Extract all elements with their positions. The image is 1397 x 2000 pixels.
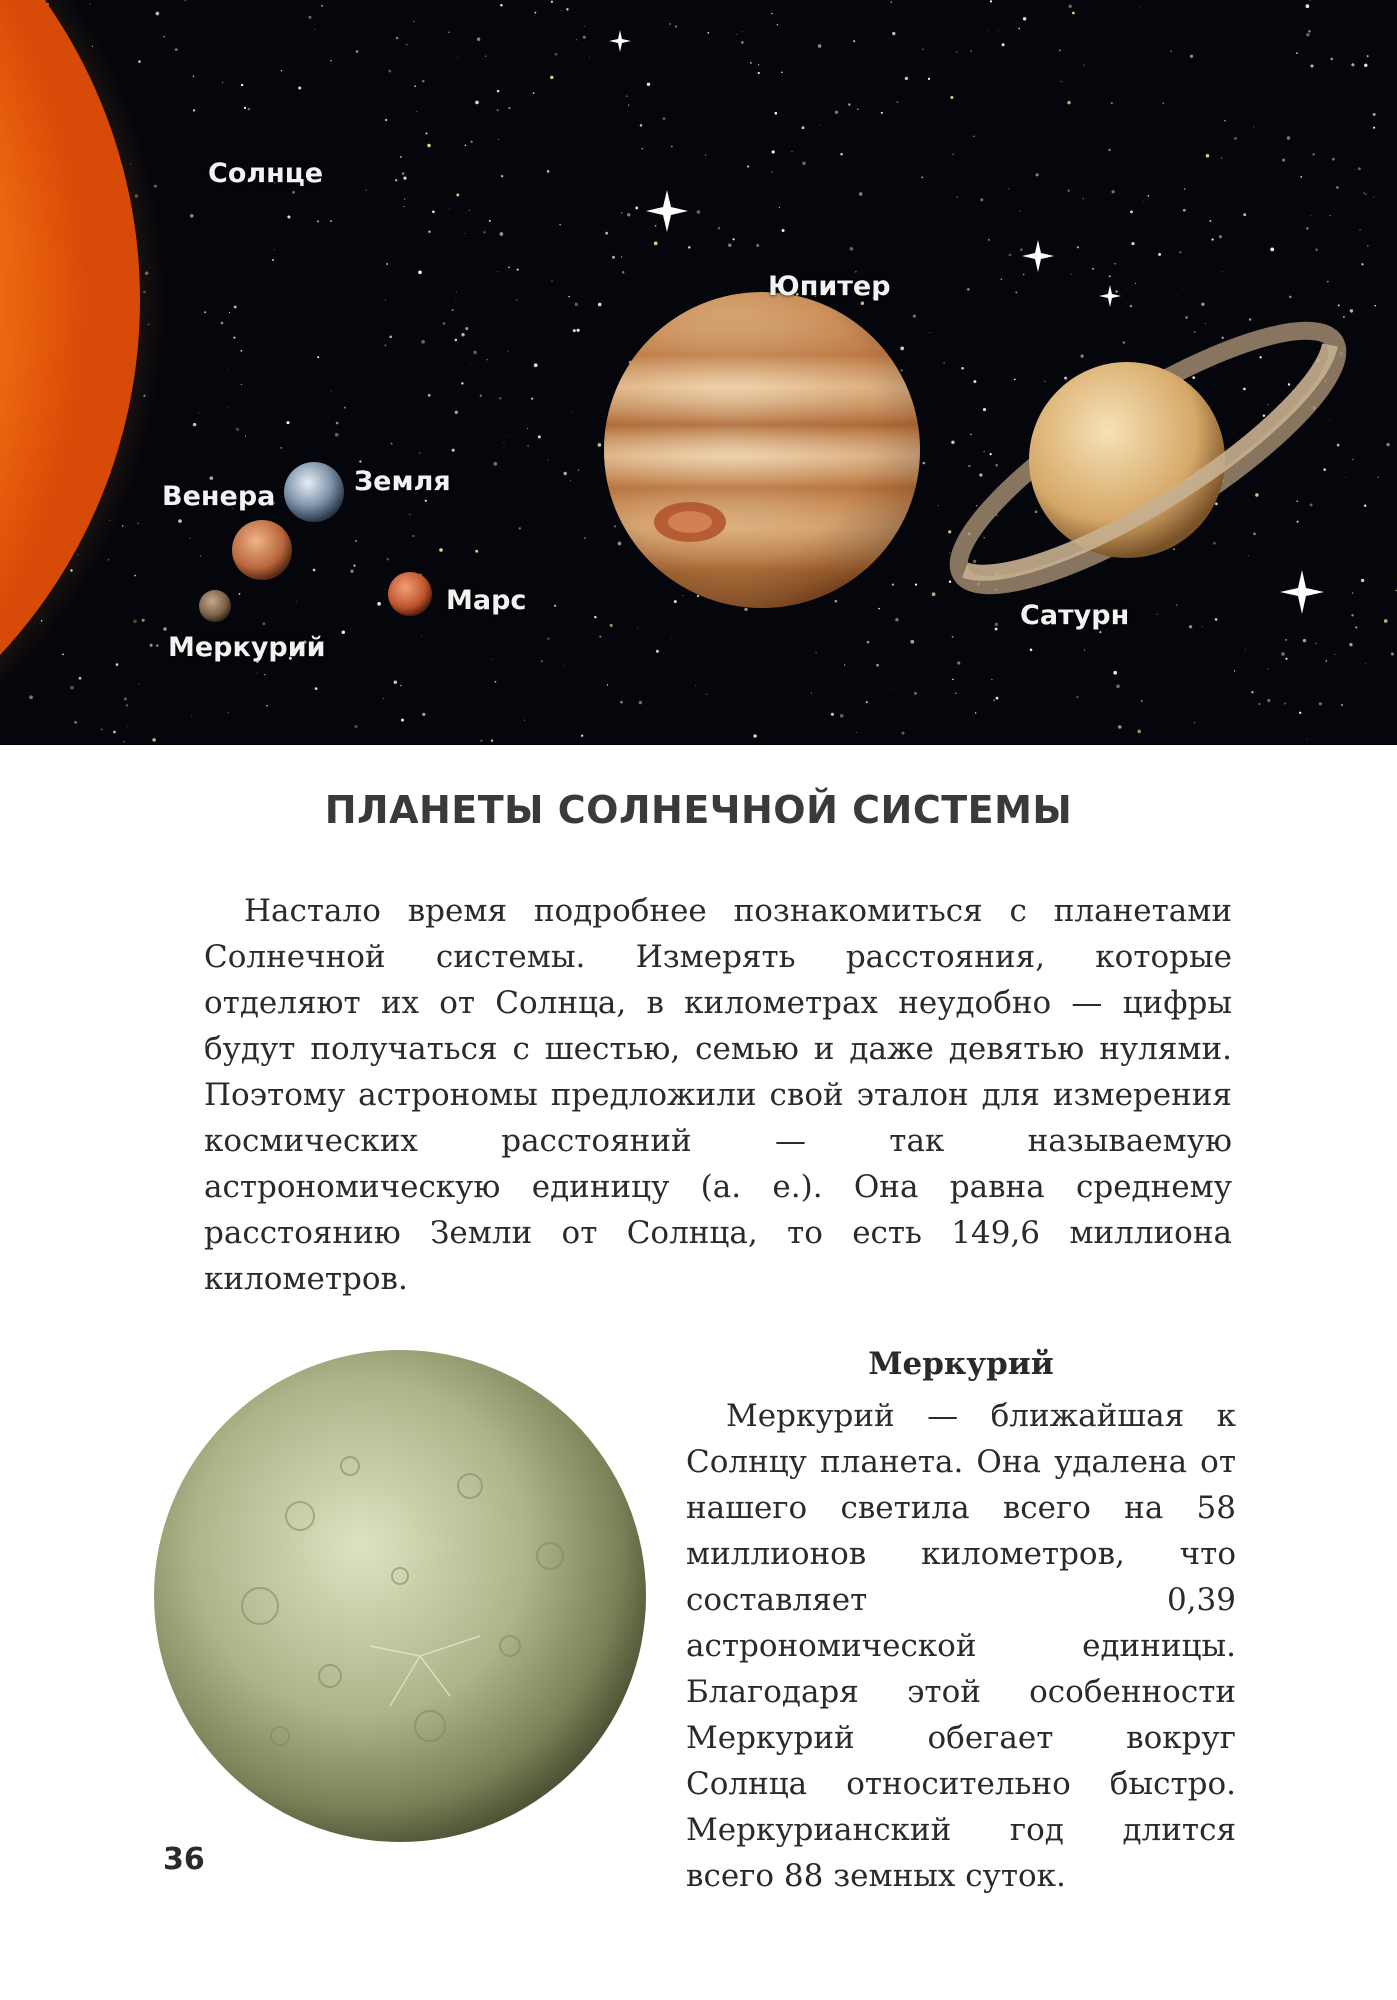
- mercury-paragraph: Меркурий — ближайшая к Солнцу планета. Она удалена от нашего светила всего на 58 миллионов километров, что составляет 0,39 астрономической единицы. Благодаря этой особенности Меркурий обегает вокруг Солнца относительно быстро. Меркурианский год длится всего 88 земных суток.: [686, 1398, 1236, 1894]
- page-title: ПЛАНЕТЫ СОЛНЕЧНОЙ СИСТЕМЫ: [324, 788, 1073, 832]
- label-saturn: Сатурн: [1020, 600, 1130, 631]
- solar-system-illustration: [0, 0, 1397, 745]
- page-number: 36: [163, 1842, 205, 1877]
- label-mercury: Меркурий: [168, 632, 326, 663]
- label-venus: Венера: [162, 481, 276, 512]
- intro-paragraph: Настало время подробнее познакомиться с планетами Солнечной системы. Измерять расстояния, которые отделяют их от Солнца, в километрах неудобно — цифры будут получаться с шестью, семью и даже девятью нулями. Поэтому астрономы предложили свой эталон для измерения космических расстояний — так называемую астрономическую единицу (а. е.). Она равна среднему расстоянию Земли от Солнца, то есть 149,6 миллиона километров.: [204, 893, 1232, 1297]
- mercury-heading: Меркурий: [868, 1346, 1054, 1382]
- label-mars: Марс: [446, 585, 527, 616]
- mercury-planet-image: [150, 1346, 650, 1846]
- label-earth: Земля: [354, 466, 451, 497]
- label-jupiter: Юпитер: [768, 271, 891, 302]
- label-sun: Солнце: [208, 158, 324, 189]
